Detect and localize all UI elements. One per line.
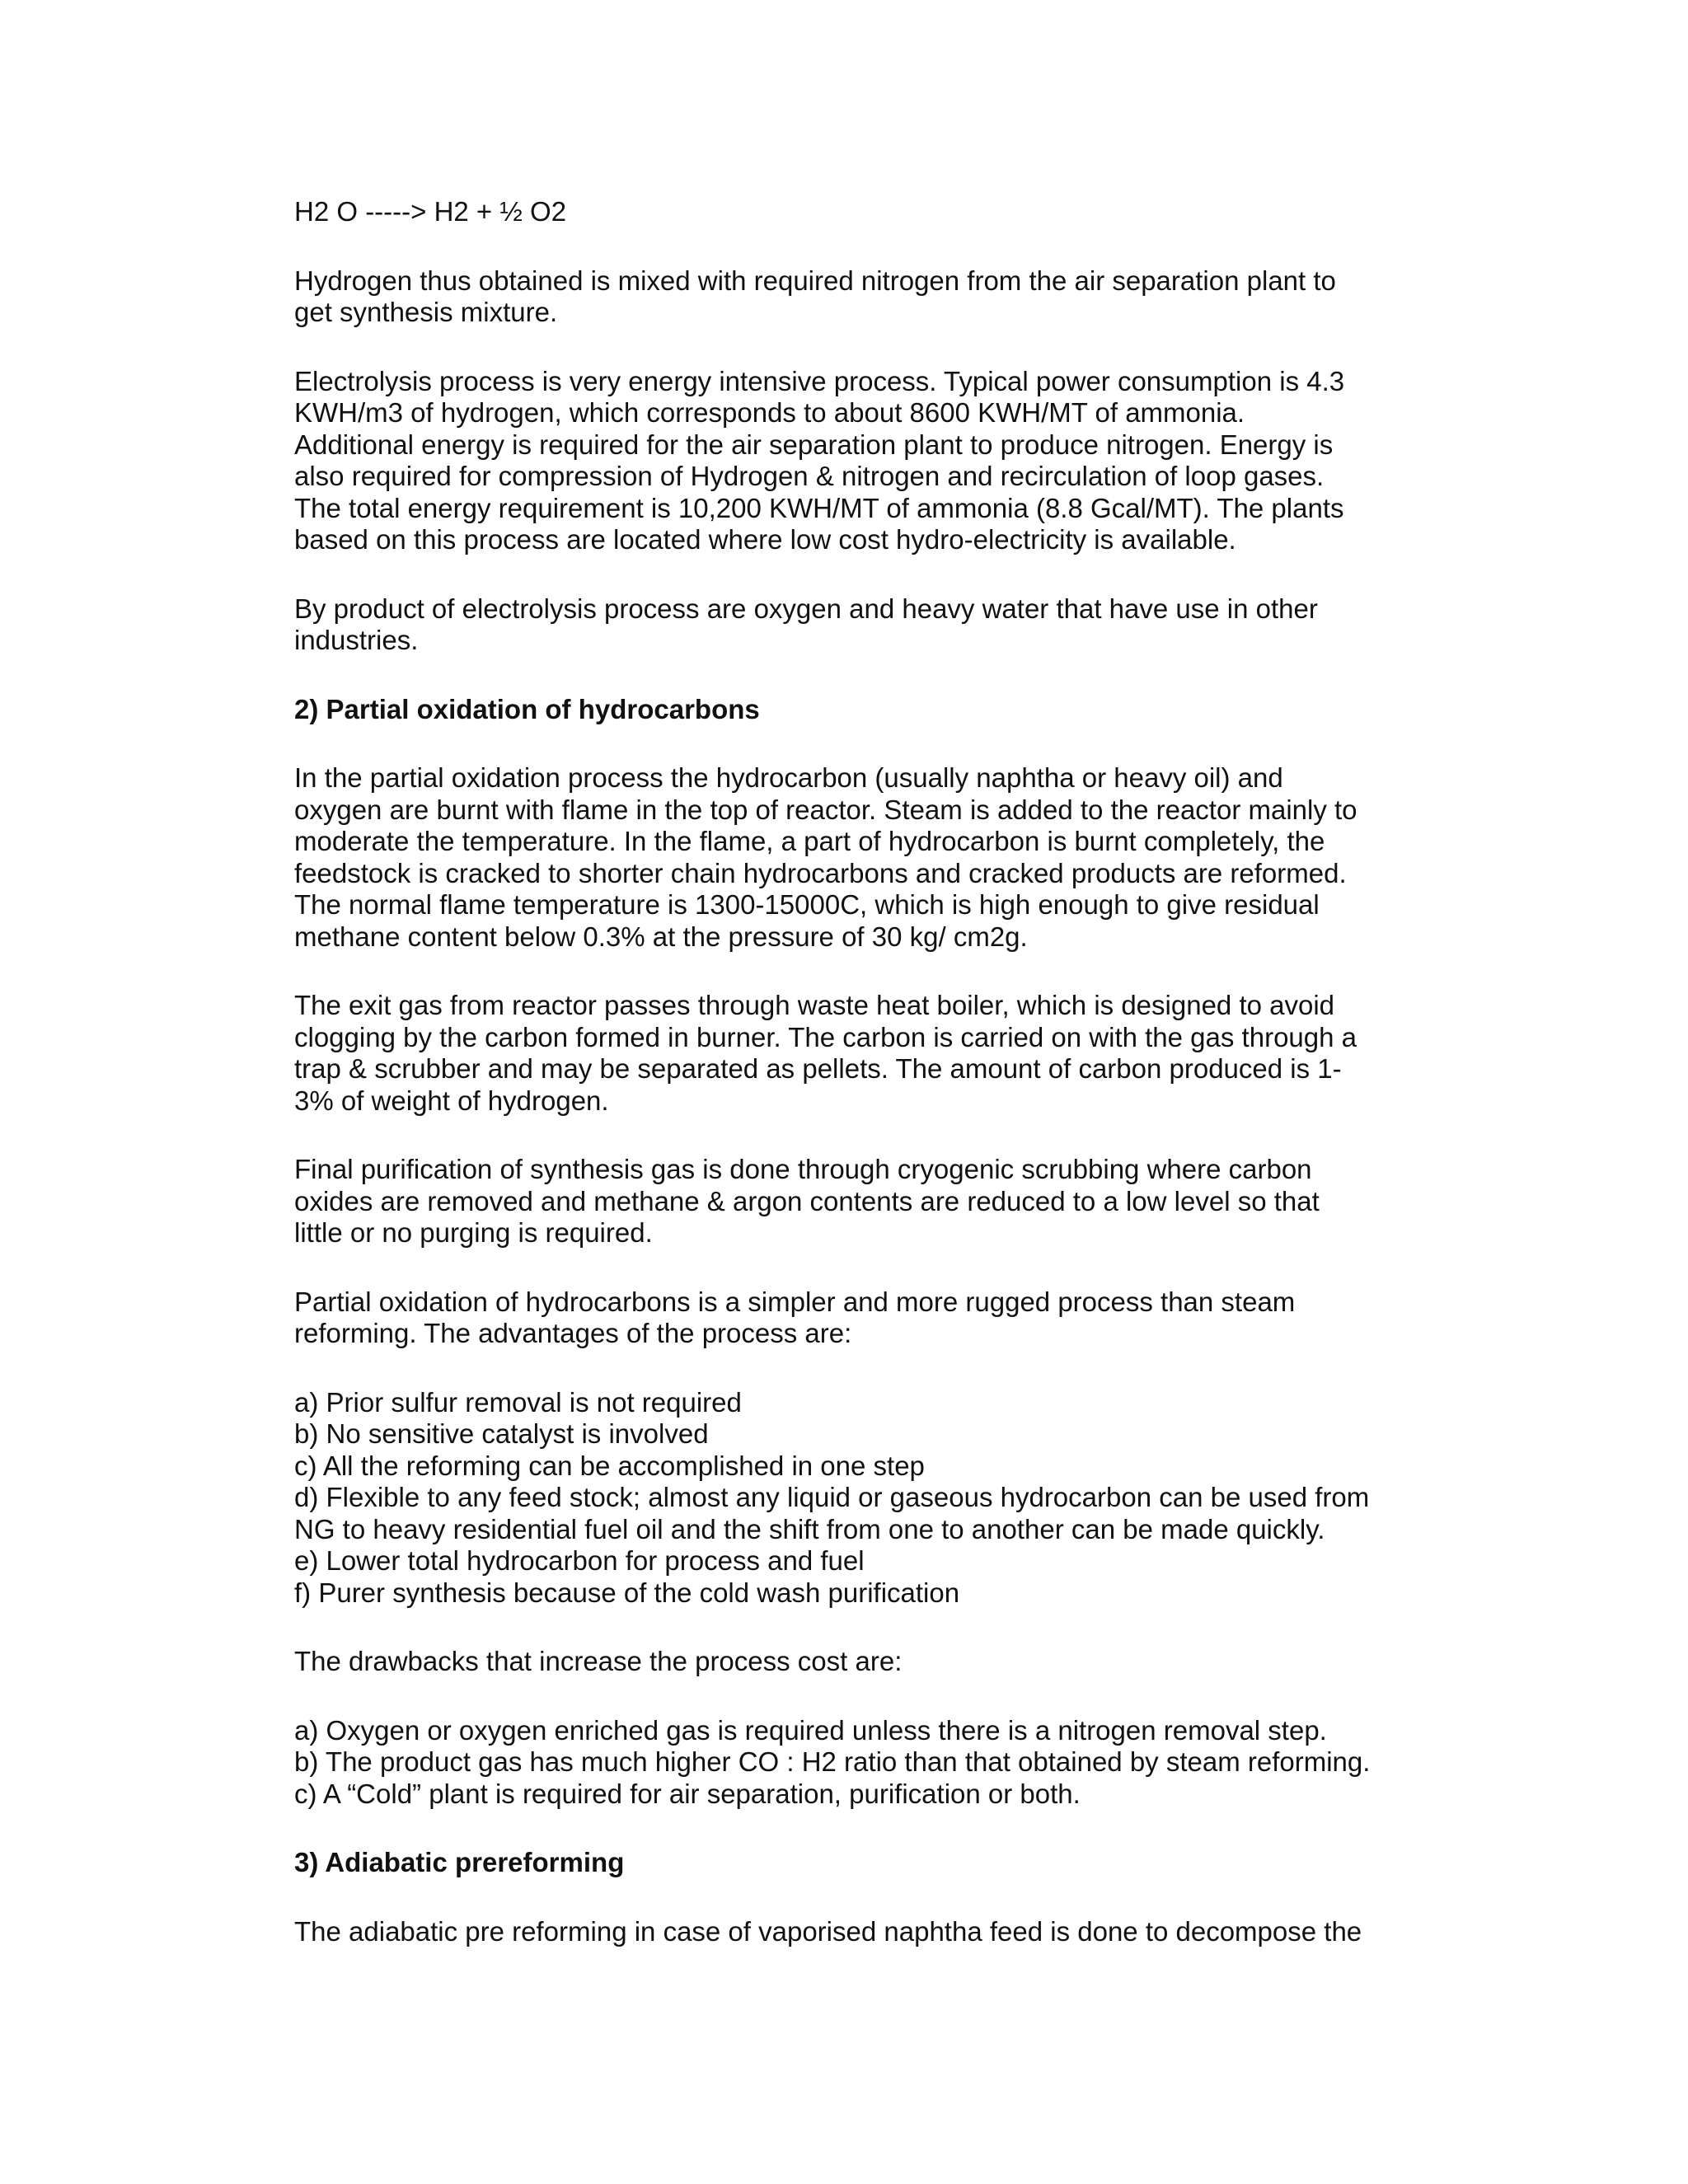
- heading-text: 3) Adiabatic prereforming: [294, 1847, 625, 1877]
- paragraph-adiabatic-prereforming: [294, 1916, 1390, 1948]
- text-line: The exit gas from reactor passes through waste heat boiler, which is designed to avoid: [294, 990, 1335, 1020]
- text-line: The adiabatic pre reforming in case of vaporised naphtha feed is done to decompose the: [294, 1915, 1362, 1947]
- text-line: By product of electrolysis process are oxygen and heavy water that have use in other: [294, 593, 1318, 624]
- text-line: little or no purging is required.: [294, 1217, 653, 1248]
- text-line: KWH/m3 of hydrogen, which corresponds to about 8600 KWH/MT of ammonia.: [294, 397, 1245, 428]
- list-item: NG to heavy residential fuel oil and the shift from one to another can be made quickly.: [294, 1513, 1325, 1544]
- document-page: [294, 196, 1390, 1947]
- paragraph-exit-gas: [294, 990, 1390, 1117]
- text-line: based on this process are located where low cost hydro-electricity is available.: [294, 524, 1236, 555]
- text-line: The total energy requirement is 10,200 KWH/MT of ammonia (8.8 Gcal/MT). The plants: [294, 492, 1344, 523]
- list-item: f) Purer synthesis because of the cold wash purification: [294, 1577, 960, 1608]
- list-item: a) Prior sulfur removal is not required: [294, 1386, 742, 1418]
- text-line: Hydrogen thus obtained is mixed with required nitrogen from the air separation plant to: [294, 265, 1336, 296]
- text-line: also required for compression of Hydrogen & nitrogen and recirculation of loop gases.: [294, 461, 1325, 491]
- list-item: b) The product gas has much higher CO : H2 ratio than that obtained by steam reforming.: [294, 1746, 1371, 1777]
- paragraph-byproducts: [294, 593, 1390, 657]
- paragraph-final-purification: [294, 1154, 1390, 1249]
- text-line: The normal flame temperature is 1300-15000C, which is high enough to give residual: [294, 889, 1320, 920]
- text-line: oxides are removed and methane & argon contents are reduced to a low level so that: [294, 1185, 1320, 1216]
- list-item: d) Flexible to any feed stock; almost any liquid or gaseous hydrocarbon can be used from: [294, 1482, 1370, 1512]
- heading-text: 2) Partial oxidation of hydrocarbons: [294, 693, 760, 724]
- text-line: H2 O -----> H2 + ½ O2: [294, 196, 567, 227]
- list-item: b) No sensitive catalyst is involved: [294, 1418, 709, 1449]
- text-line: oxygen are burnt with flame in the top of reactor. Steam is added to the reactor mainly to: [294, 794, 1357, 825]
- text-line: moderate the temperature. In the flame, a part of hydrocarbon is burnt completely, the: [294, 826, 1325, 856]
- text-line: get synthesis mixture.: [294, 297, 558, 327]
- paragraph-hydrogen-mixing: [294, 265, 1390, 329]
- text-line: Electrolysis process is very energy intensive process. Typical power consumption is 4.3: [294, 365, 1345, 396]
- text-line: In the partial oxidation process the hydrocarbon (usually naphtha or heavy oil) and: [294, 762, 1283, 793]
- list-item: e) Lower total hydrocarbon for process and fuel: [294, 1545, 865, 1576]
- paragraph-drawbacks-intro: [294, 1646, 1390, 1678]
- text-line: methane content below 0.3% at the pressure of 30 kg/ cm2g.: [294, 921, 1028, 952]
- paragraph-partial-oxidation-process: [294, 762, 1390, 953]
- text-line: clogging by the carbon formed in burner. The carbon is carried on with the gas through a: [294, 1021, 1357, 1052]
- list-item: c) All the reforming can be accomplished in one step: [294, 1450, 925, 1481]
- text-line: 3% of weight of hydrogen.: [294, 1085, 609, 1116]
- text-line: Final purification of synthesis gas is done through cryogenic scrubbing where carbon: [294, 1154, 1312, 1184]
- text-line: reforming. The advantages of the process are:: [294, 1318, 852, 1348]
- text-line: The drawbacks that increase the process cost are:: [294, 1646, 903, 1676]
- list-advantages: [294, 1387, 1390, 1610]
- text-line: feedstock is cracked to shorter chain hydrocarbons and cracked products are reformed.: [294, 857, 1347, 888]
- text-line: Additional energy is required for the air separation plant to produce nitrogen. Energy is: [294, 429, 1334, 460]
- text-line: trap & scrubber and may be separated as pellets. The amount of carbon produced is 1-: [294, 1053, 1342, 1084]
- text-line: industries.: [294, 625, 419, 655]
- list-drawbacks: [294, 1715, 1390, 1811]
- section-heading-adiabatic-prereforming: [294, 1847, 1390, 1879]
- section-heading-partial-oxidation: [294, 694, 1390, 726]
- paragraph-electrolysis-energy: [294, 366, 1390, 556]
- list-item: c) A “Cold” plant is required for air separation, purification or both.: [294, 1778, 1081, 1809]
- equation: [294, 196, 1390, 228]
- list-item: a) Oxygen or oxygen enriched gas is required unless there is a nitrogen removal step.: [294, 1714, 1327, 1746]
- text-line: Partial oxidation of hydrocarbons is a simpler and more rugged process than steam: [294, 1286, 1296, 1317]
- paragraph-advantages-intro: [294, 1286, 1390, 1350]
